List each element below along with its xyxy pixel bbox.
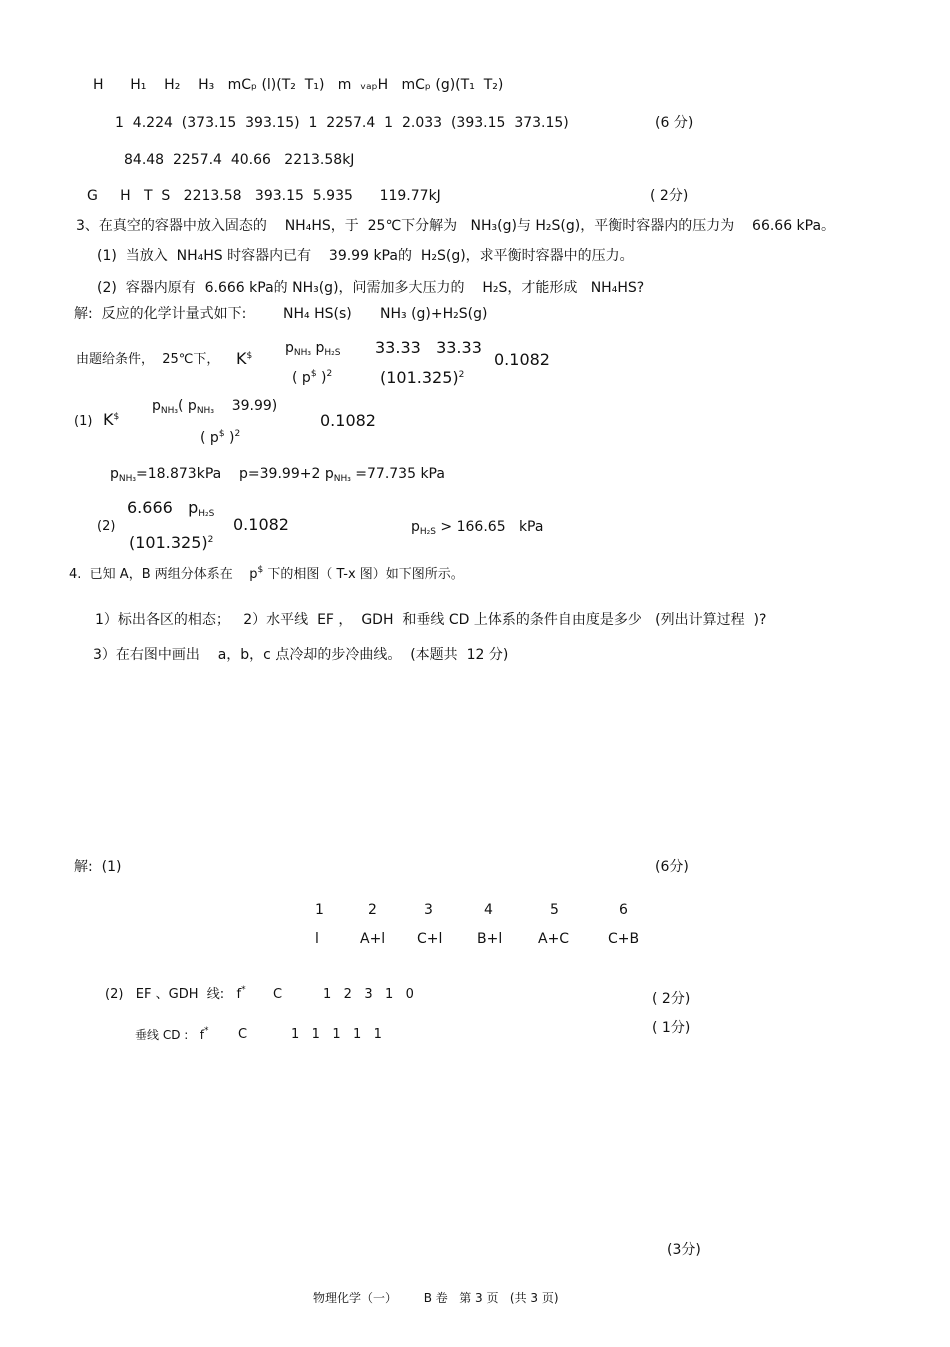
q3-part-2: (2) 容器内原有 6.666 kPa的 NH₃(g)，问需加多大压力的 H₂S，才能形成 NH₄HS? [97, 280, 645, 296]
calc-line-3: 84.48 2257.4 40.66 2213.58kJ [124, 152, 355, 168]
region-number: 5 [550, 902, 559, 918]
q3-solution-label: 解: 反应的化学计量式如下: [74, 306, 247, 322]
q3-condition-label: 由题给条件， 25℃下， [76, 352, 220, 367]
q4-solution-1-label: 解: (1) [74, 859, 122, 875]
region-number: 4 [484, 902, 493, 918]
region-phase: l [315, 931, 319, 947]
q3-reaction-right: NH₃ (g)+H₂S(g) [380, 306, 488, 322]
q3-reaction-left: NH₄ HS(s) [283, 306, 352, 322]
q4-task-1-2: 1）标出各区的相态； 2）水平线 EF ， GDH 和垂线 CD 上体系的条件自由度是多少 (列出计算过程 )? [95, 612, 767, 628]
p2-result: $p_{H_2S} > 166.65$ kPa [411, 519, 544, 537]
calc-line-2-score: (6 分) [655, 115, 694, 131]
q4-task-3: 3）在右图中画出 a，b，c 点冷却的步冷曲线。 (本题共 12 分) [93, 647, 509, 663]
k-denominator-left: ( p$ )$^2$ [292, 369, 333, 386]
p2-value: 0.1082 [233, 515, 289, 534]
page-footer: 物理化学（一） B 卷 第 3 页 (共 3 页) [313, 1291, 559, 1305]
sol2-label: (2) EF 、GDH 线: f* [105, 985, 246, 1002]
region-number: 3 [424, 902, 433, 918]
p2-label: (2) [97, 519, 116, 534]
calc-line-4-score: ( 2分) [650, 188, 689, 204]
q4-solution-1-score: (6分) [655, 859, 689, 875]
p1-label: (1) [74, 414, 93, 429]
region-number: 1 [315, 902, 324, 918]
region-phase: C+B [608, 931, 640, 947]
sol3-score: (3分) [667, 1242, 701, 1258]
cd-score: ( 1分) [652, 1020, 691, 1036]
q3-part-1: (1) 当放入 NH₄HS 时容器内已有 39.99 kPa的 H₂S(g)，求平衡时容器中的压力。 [97, 248, 634, 264]
p1-numerator: $p_{NH_3}$( $p_{NH_3}$ 39.99) [152, 398, 278, 416]
region-number: 6 [619, 902, 628, 918]
calc-line-2: 1 4.224 (373.15 393.15) 1 2257.4 1 2.033 (393.15 373.15) [115, 115, 569, 131]
p1-k-symbol: K$ [103, 410, 120, 429]
p2-numerator: 6.666 pH₂S [127, 498, 215, 519]
region-phase: A+C [538, 931, 570, 947]
q3-stem: 3、在真空的容器中放入固态的 NH₄HS，于 25℃下分解为 NH₃(g)与 H₂S(g)，平衡时容器内的压力为 66.66 kPa。 [76, 218, 836, 234]
cd-label: 垂线 CD : f* [135, 1026, 209, 1042]
region-phase: B+l [477, 931, 503, 947]
cd-c: C [238, 1027, 248, 1042]
region-number: 2 [368, 902, 377, 918]
p1-result: $p_{NH_3}=18.873kPa$ p=39.99+2 $p_{NH_3} =77.735$ kPa [110, 466, 445, 484]
region-phase: C+l [417, 931, 443, 947]
k-value: 0.1082 [494, 350, 550, 369]
calc-line-4: G H T S 2213.58 393.15 5.935 119.77kJ [87, 188, 441, 204]
q4-stem: 4. 已知 A，B 两组分体系在 p$ 下的相图（ T-x 图）如下图所示。 [69, 565, 464, 582]
p2-denominator: $(101.325)^2$ [129, 533, 214, 552]
sol2-c: C [273, 987, 283, 1002]
cd-calc: 1 1 1 1 1 [291, 1027, 382, 1042]
k-numerator-right: 33.33 33.33 [375, 338, 482, 357]
k-symbol: K$ [236, 349, 253, 368]
k-denominator-right: $(101.325)^2$ [380, 368, 465, 387]
sol2-calc: 1 2 3 1 0 [323, 987, 414, 1002]
p1-denominator: ( p$ )$^2$ [200, 429, 241, 446]
region-phase: A+l [360, 931, 386, 947]
k-numerator-left: $p_{NH_3}$ $p_{H_2S}$ [285, 340, 341, 358]
calc-line-1: H H₁ H₂ H₃ mCₚ (l)(T₂ T₁) m ᵥₐₚH mCₚ (g)(T₁ T₂) [93, 77, 504, 93]
p1-value: 0.1082 [320, 411, 376, 430]
sol2-score: ( 2分) [652, 991, 691, 1007]
